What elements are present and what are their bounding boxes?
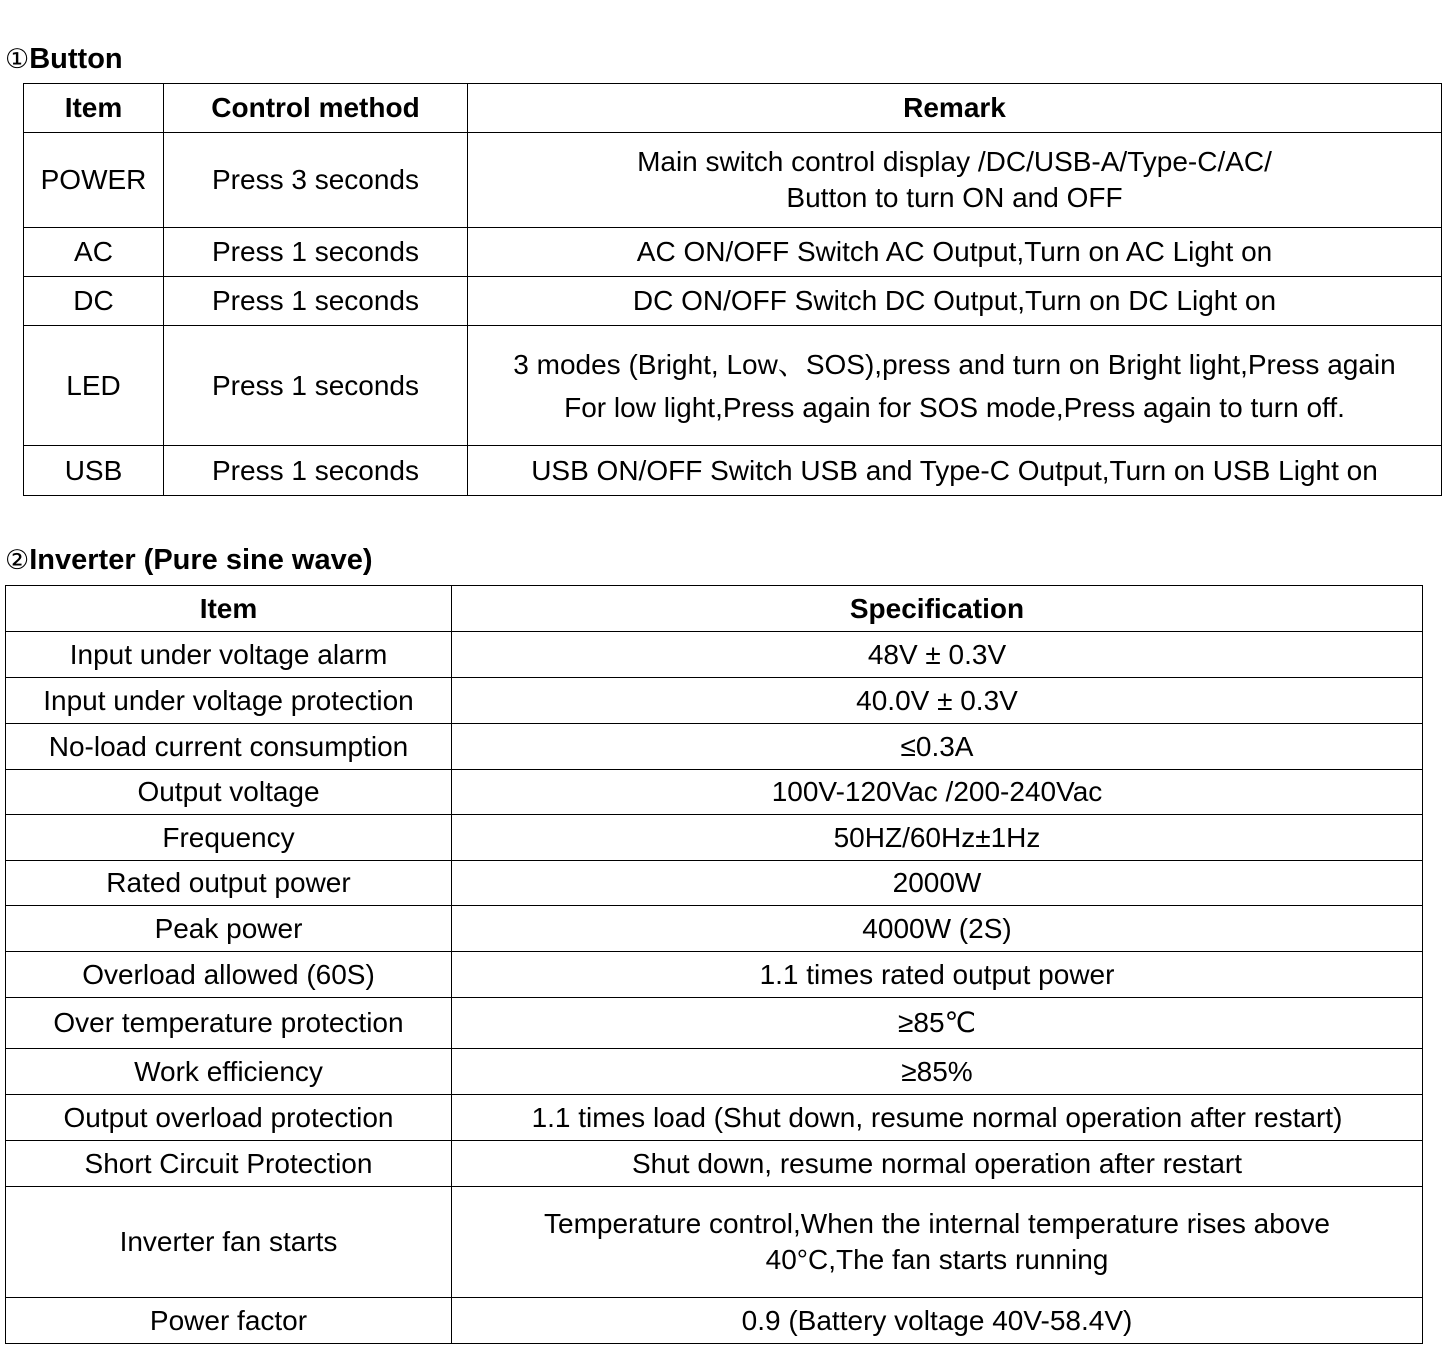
table-row <box>6 906 1423 952</box>
item-cell: DC <box>24 277 164 326</box>
remark-cell <box>468 446 1442 496</box>
spec-cell <box>452 632 1423 678</box>
item-cell: Over temperature protection <box>6 998 452 1049</box>
item-cell: Output overload protection <box>6 1095 452 1141</box>
spec-line: 1.1 times rated output power <box>759 958 1115 990</box>
remark-line: For low light,Press again for SOS mode,Press again to turn off. <box>564 391 1345 423</box>
item-cell: Input under voltage alarm <box>6 632 452 678</box>
table-row <box>24 446 1442 496</box>
section-title-button <box>5 42 123 77</box>
method-cell: Press 3 seconds <box>164 133 468 228</box>
remark-cell <box>468 277 1442 326</box>
header-specification: Specification <box>452 586 1423 632</box>
spec-cell <box>452 952 1423 998</box>
spec-cell <box>452 815 1423 861</box>
spec-cell <box>452 1187 1423 1298</box>
table-row <box>24 133 1442 228</box>
table-row <box>6 632 1423 678</box>
method-cell: Press 1 seconds <box>164 277 468 326</box>
spec-cell <box>452 906 1423 952</box>
item-cell: Frequency <box>6 815 452 861</box>
remark-line: 3 modes (Bright, Low、SOS),press and turn on Bright light,Press again <box>513 348 1396 380</box>
spec-line: ≥85℃ <box>898 1007 976 1038</box>
spec-line: 2000W <box>892 867 982 898</box>
item-cell: Power factor <box>6 1298 452 1344</box>
header-item: Item <box>24 84 164 133</box>
section-title-text: Inverter (Pure sine wave) <box>29 544 373 576</box>
item-cell: Rated output power <box>6 861 452 906</box>
remark-cell <box>468 133 1442 228</box>
spec-line: Shut down, resume normal operation after restart <box>631 1147 1243 1179</box>
table-header-row <box>6 586 1423 632</box>
spec-line: 50HZ/60Hz±1Hz <box>833 821 1041 853</box>
spec-line: 4000W (2S) <box>862 912 1012 944</box>
table-row <box>6 1049 1423 1095</box>
remark-line: Main switch control display /DC/USB-A/Type-C/AC/ <box>637 146 1272 177</box>
remark-line: AC ON/OFF Switch AC Output,Turn on AC Light on <box>636 236 1273 267</box>
header-control-method: Control method <box>164 84 468 133</box>
spec-cell <box>452 678 1423 724</box>
item-cell: USB <box>24 446 164 496</box>
table-row <box>6 1187 1423 1298</box>
table-row <box>6 998 1423 1049</box>
remark-line: Button to turn ON and OFF <box>786 182 1123 213</box>
remark-line: DC ON/OFF Switch DC Output,Turn on DC Light on <box>632 285 1277 316</box>
spec-line: 48V ± 0.3V <box>867 638 1007 670</box>
item-cell: Short Circuit Protection <box>6 1141 452 1187</box>
item-cell: AC <box>24 228 164 277</box>
table-row <box>6 724 1423 770</box>
header-remark: Remark <box>468 84 1442 133</box>
table-row <box>6 678 1423 724</box>
spec-cell <box>452 1298 1423 1344</box>
item-cell: Peak power <box>6 906 452 952</box>
table-row <box>6 1141 1423 1187</box>
spec-line: 1.1 times load (Shut down, resume normal operation after restart) <box>531 1101 1343 1133</box>
table-row <box>6 861 1423 906</box>
header-item: Item <box>6 586 452 632</box>
spec-line: 100V-120Vac /200-240Vac <box>771 776 1103 807</box>
method-cell: Press 1 seconds <box>164 228 468 277</box>
item-cell: LED <box>24 326 164 446</box>
item-cell: Inverter fan starts <box>6 1187 452 1298</box>
item-cell: No-load current consumption <box>6 724 452 770</box>
remark-line: USB ON/OFF Switch USB and Type-C Output,Turn on USB Light on <box>531 454 1378 486</box>
section-title-text: Button <box>29 43 123 75</box>
table-row <box>24 228 1442 277</box>
section-marker: ① <box>5 44 30 75</box>
method-cell: Press 1 seconds <box>164 446 468 496</box>
spec-line: Temperature control,When the internal temperature rises above <box>544 1208 1330 1239</box>
spec-cell <box>452 998 1423 1049</box>
spec-line: ≥85% <box>901 1055 973 1087</box>
remark-cell <box>468 326 1442 446</box>
table-row <box>6 1095 1423 1141</box>
table-header-row <box>24 84 1442 133</box>
table-row <box>24 326 1442 446</box>
table-row <box>6 770 1423 815</box>
table-row <box>24 277 1442 326</box>
spec-cell <box>452 770 1423 815</box>
spec-line: 0.9 (Battery voltage 40V-58.4V) <box>741 1304 1133 1336</box>
item-cell: Work efficiency <box>6 1049 452 1095</box>
spec-cell <box>452 861 1423 906</box>
item-cell: POWER <box>24 133 164 228</box>
inverter-table <box>5 585 1423 1344</box>
item-cell: Input under voltage protection <box>6 678 452 724</box>
spec-cell <box>452 724 1423 770</box>
item-cell: Overload allowed (60S) <box>6 952 452 998</box>
table-row <box>6 815 1423 861</box>
section-title-inverter <box>5 543 373 578</box>
spec-line: 40.0V ± 0.3V <box>856 684 1018 716</box>
spec-line: 40°C,The fan starts running <box>765 1244 1109 1275</box>
button-table <box>23 83 1442 496</box>
remark-cell <box>468 228 1442 277</box>
table-row <box>6 1298 1423 1344</box>
spec-cell <box>452 1049 1423 1095</box>
spec-cell <box>452 1141 1423 1187</box>
item-cell: Output voltage <box>6 770 452 815</box>
spec-cell <box>452 1095 1423 1141</box>
method-cell: Press 1 seconds <box>164 326 468 446</box>
spec-line: ≤0.3A <box>900 730 974 762</box>
table-row <box>6 952 1423 998</box>
section-marker: ② <box>5 545 30 576</box>
